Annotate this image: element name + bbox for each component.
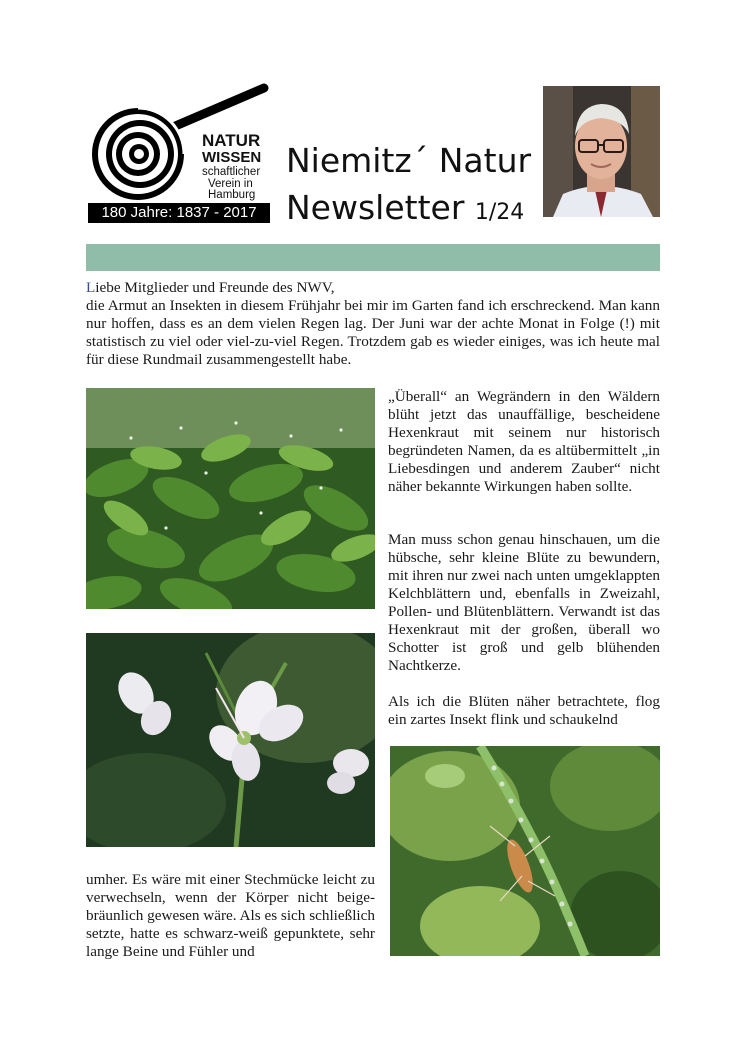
logo-word-verein: Verein in — [208, 178, 253, 190]
logo-word-wissen: WISSEN — [202, 149, 262, 166]
author-portrait — [543, 86, 660, 217]
logo-anniversary-banner: 180 Jahre: 1837 - 2017 — [88, 203, 270, 223]
article-paragraph-2: Man muss schon genau hinschauen, um die hübsche, sehr kleine Blüte zu bewundern, mit ihren nur zwei nach unten umgeklappten Kelchblättern und, ebenfalls in Zweizahl, Pollen- und Blütenblättern. Verwandt ist das Hexenkraut mit der großen, überall wo Schotter ist groß und gelb blühenden Nachtkerze. — [388, 531, 660, 674]
greeting-text: iebe Mitglieder und Freunde des NWV, — [95, 279, 335, 296]
title-newsletter: Newsletter — [286, 188, 465, 227]
article-paragraph-3: Als ich die Blüten näher betrachtete, flog ein zartes Insekt flink und schaukelnd — [388, 693, 660, 728]
logo-word-hamburg: Hamburg — [208, 189, 256, 201]
title-line-2 — [286, 189, 536, 232]
header-divider-band — [86, 244, 660, 271]
photo-enchanters-nightshade-field — [86, 388, 375, 609]
greeting-initial: L — [86, 279, 96, 296]
logo-word-natur: NATUR — [202, 131, 261, 150]
photo-nightshade-flower — [86, 633, 375, 847]
nwv-logo — [88, 82, 274, 224]
portrait-photo — [543, 86, 660, 217]
issue-number: 1/24 — [474, 200, 525, 225]
article-paragraph-4: umher. Es wäre mit einer Stechmücke leicht zu verwechseln, wenn der Körper nicht beige-bräunlich gewesen wäre. Als es sich schließlich setzte, hatte es schwarz-weiß gepunktete, sehr lange Beine und Fühler und — [86, 871, 375, 960]
intro-paragraph — [86, 279, 660, 369]
newsletter-title — [286, 142, 536, 232]
article-paragraph-1: „Überall“ an Wegrändern in den Wäldern blüht jetzt das unauffällige, bescheidene Hexenkraut mit seinem nur historisch begründeten Namen, da es altübermittelt „in Liebesdingen und anderem Zauber“ nicht näher bekannte Wirkungen haben sollte. — [388, 388, 660, 495]
intro-text: die Armut an Insekten in diesem Frühjahr bei mir im Garten fand ich erschreckend. Man kann nur hoffen, dass es an dem vielen Regen lag. Der Juni war der achte Monat in Folge (!) mit statistisch zu viel oder viel-zu-viel Regen. Trotzdem gab es wieder einiges, was ich heute mal für diese Rundmail zusammengestellt habe. — [86, 297, 660, 368]
photo-insect-on-stem — [390, 746, 660, 956]
logo-word-schaftlicher: schaftlicher — [202, 166, 261, 178]
title-line-1: Niemitz´ Natur — [286, 141, 532, 180]
